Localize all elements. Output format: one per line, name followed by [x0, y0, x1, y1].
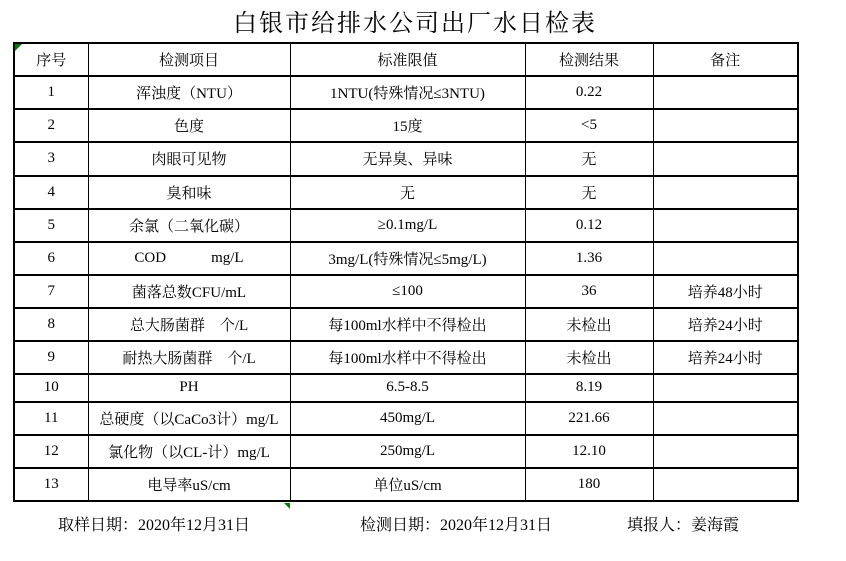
- cell-item: 总大肠菌群 个/L: [88, 308, 290, 341]
- cell-item: 电导率uS/cm: [88, 468, 290, 501]
- cell-item: 总硬度（以CaCo3计）mg/L: [88, 402, 290, 435]
- cell-result: 0.12: [525, 209, 653, 242]
- col-header-limit: 标准限值: [290, 43, 525, 76]
- cell-item: 色度: [88, 109, 290, 142]
- col-header-no: 序号: [14, 43, 88, 76]
- cell-result: <5: [525, 109, 653, 142]
- cell-result: 36: [525, 275, 653, 308]
- cell-no: 7: [14, 275, 88, 308]
- cell-limit: 15度: [290, 109, 525, 142]
- cell-no: 8: [14, 308, 88, 341]
- cell-result: 未检出: [525, 341, 653, 374]
- cell-no: 13: [14, 468, 88, 501]
- cell-result: 180: [525, 468, 653, 501]
- cell-limit: 每100ml水样中不得检出: [290, 341, 525, 374]
- cell-remark: [653, 209, 798, 242]
- cell-result: 未检出: [525, 308, 653, 341]
- sampling-date-text: 取样日期：2020年12月31日: [58, 517, 251, 534]
- col-header-remark: 备注: [653, 43, 798, 76]
- cell-item: 臭和味: [88, 176, 290, 209]
- table-row: [14, 402, 798, 435]
- col-header-item: 检测项目: [88, 43, 290, 76]
- cell-limit: 3mg/L(特殊情况≤5mg/L): [290, 242, 525, 275]
- cell-remark: [653, 402, 798, 435]
- cell-result: 1.36: [525, 242, 653, 275]
- cell-limit: 250mg/L: [290, 435, 525, 468]
- cell-item: 浑浊度（NTU）: [88, 76, 290, 109]
- cell-no: 12: [14, 435, 88, 468]
- cell-no: 5: [14, 209, 88, 242]
- table-row: [14, 76, 798, 109]
- cell-limit: 单位uS/cm: [290, 468, 525, 501]
- cell-result: 无: [525, 142, 653, 175]
- table-row: [14, 176, 798, 209]
- cell-item: COD mg/L: [88, 242, 290, 275]
- table-row: [14, 209, 798, 242]
- cell-no: 10: [14, 374, 88, 401]
- cell-error-corner-marker-icon: [15, 44, 22, 51]
- cell-limit: 450mg/L: [290, 402, 525, 435]
- cell-remark: [653, 242, 798, 275]
- table-row: [14, 374, 798, 401]
- reporter-name-text: 填报人：姜海霞: [627, 517, 740, 534]
- table-header-row: [14, 43, 798, 76]
- table-row: [14, 468, 798, 501]
- cell-limit: 6.5-8.5: [290, 374, 525, 401]
- table-row: [14, 142, 798, 175]
- cell-item: 耐热大肠菌群 个/L: [88, 341, 290, 374]
- cell-no: 6: [14, 242, 88, 275]
- table-row: [14, 435, 798, 468]
- cell-limit: 1NTU(特殊情况≤3NTU): [290, 76, 525, 109]
- col-header-result: 检测结果: [525, 43, 653, 76]
- table-row: [14, 308, 798, 341]
- cell-limit: 每100ml水样中不得检出: [290, 308, 525, 341]
- table-row: [14, 242, 798, 275]
- cell-remark: 培养48小时: [653, 275, 798, 308]
- cell-limit: ≤100: [290, 275, 525, 308]
- table-row: [14, 275, 798, 308]
- cell-remark: [653, 468, 798, 501]
- cell-no: 1: [14, 76, 88, 109]
- cell-remark: [653, 109, 798, 142]
- cell-limit: ≥0.1mg/L: [290, 209, 525, 242]
- cell-no: 3: [14, 142, 88, 175]
- cell-result: 0.22: [525, 76, 653, 109]
- testing-date-text: 检测日期：2020年12月31日: [360, 517, 553, 534]
- cell-result: 无: [525, 176, 653, 209]
- table-row: [14, 341, 798, 374]
- cell-remark: [653, 176, 798, 209]
- cell-no: 4: [14, 176, 88, 209]
- cell-remark: [653, 76, 798, 109]
- cell-item: 菌落总数CFU/mL: [88, 275, 290, 308]
- cell-limit: 无异臭、异味: [290, 142, 525, 175]
- cell-item: 肉眼可见物: [88, 142, 290, 175]
- cell-item: 氯化物（以CL-计）mg/L: [88, 435, 290, 468]
- cell-no: 9: [14, 341, 88, 374]
- inspection-table: [13, 42, 799, 502]
- cell-no: 2: [14, 109, 88, 142]
- cell-item: 余氯（二氧化碳）: [88, 209, 290, 242]
- cell-limit: 无: [290, 176, 525, 209]
- cell-remark: 培养24小时: [653, 341, 798, 374]
- page-title: 白银市给排水公司出厂水日检表: [233, 11, 597, 37]
- cell-result: 12.10: [525, 435, 653, 468]
- cell-item: PH: [88, 374, 290, 401]
- cell-remark: [653, 142, 798, 175]
- cell-result: 8.19: [525, 374, 653, 401]
- cell-no: 11: [14, 402, 88, 435]
- cell-remark: [653, 435, 798, 468]
- cell-result: 221.66: [525, 402, 653, 435]
- cell-error-corner-marker-icon: [284, 503, 290, 509]
- cell-remark: [653, 374, 798, 401]
- table-row: [14, 109, 798, 142]
- cell-remark: 培养24小时: [653, 308, 798, 341]
